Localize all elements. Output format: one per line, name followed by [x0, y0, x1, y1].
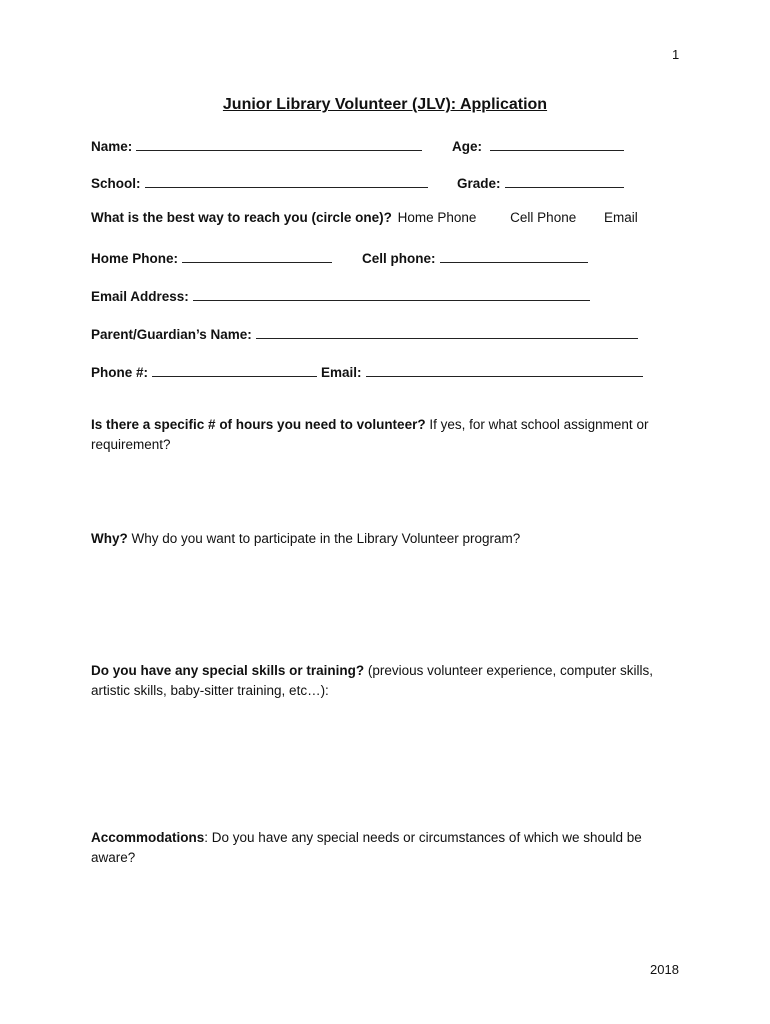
accommodations-question [91, 828, 666, 868]
email-address-field [91, 286, 590, 304]
school-field [91, 173, 428, 191]
why-question-bold: Why? [91, 531, 128, 546]
email-address-input-line[interactable] [193, 286, 590, 301]
page-title: Junior Library Volunteer (JLV): Application [222, 96, 548, 113]
skills-question [91, 661, 666, 701]
contact-preference-row [91, 210, 638, 225]
why-question [91, 529, 666, 549]
parent-email-field [321, 362, 643, 380]
cell-phone-field [362, 248, 588, 266]
email-address-label: Email Address: [91, 289, 189, 304]
school-input-line[interactable] [145, 173, 428, 188]
hours-question-text: If yes, for what school assignment or requirement? [91, 417, 649, 452]
skills-question-text: (previous volunteer experience, computer skills, artistic skills, baby-sitter training, etc…): [91, 663, 653, 698]
grade-label: Grade: [457, 176, 501, 191]
option-email[interactable]: Email [603, 210, 638, 225]
home-phone-input-line[interactable] [182, 248, 332, 263]
home-phone-label: Home Phone: [91, 251, 179, 266]
option-home-phone[interactable]: Home Phone [397, 210, 477, 225]
parent-email-label: Email: [321, 365, 362, 380]
hours-question [91, 415, 666, 455]
home-phone-field [91, 248, 332, 266]
parent-phone-field [91, 362, 317, 380]
parent-phone-input-line[interactable] [152, 362, 317, 377]
parent-name-label: Parent/Guardian’s Name: [91, 327, 252, 342]
page-number: 1 [672, 47, 680, 62]
hours-question-bold: Is there a specific # of hours you need to volunteer? [91, 417, 426, 432]
parent-phone-label: Phone #: [91, 365, 149, 380]
grade-field [457, 173, 624, 191]
cell-phone-label: Cell phone: [362, 251, 436, 266]
accommodations-question-text: : Do you have any special needs or circumstances of which we should be aware? [91, 830, 642, 865]
footer-year: 2018 [650, 962, 679, 977]
name-label: Name: [91, 139, 133, 154]
skills-question-bold: Do you have any special skills or training? [91, 663, 365, 678]
accommodations-question-bold: Accommodations [91, 830, 205, 845]
name-input-line[interactable] [136, 136, 422, 151]
option-cell-phone[interactable]: Cell Phone [510, 210, 577, 225]
name-field [91, 136, 422, 154]
age-label: Age: [452, 139, 482, 154]
cell-phone-input-line[interactable] [440, 248, 588, 263]
parent-name-field [91, 324, 638, 342]
why-question-text: Why do you want to participate in the Library Volunteer program? [131, 531, 521, 546]
age-input-line[interactable] [490, 136, 624, 151]
contact-preference-label: What is the best way to reach you (circle one)? [91, 210, 392, 225]
parent-name-input-line[interactable] [256, 324, 638, 339]
school-label: School: [91, 176, 141, 191]
grade-input-line[interactable] [505, 173, 624, 188]
parent-email-input-line[interactable] [366, 362, 643, 377]
age-field [452, 136, 624, 154]
